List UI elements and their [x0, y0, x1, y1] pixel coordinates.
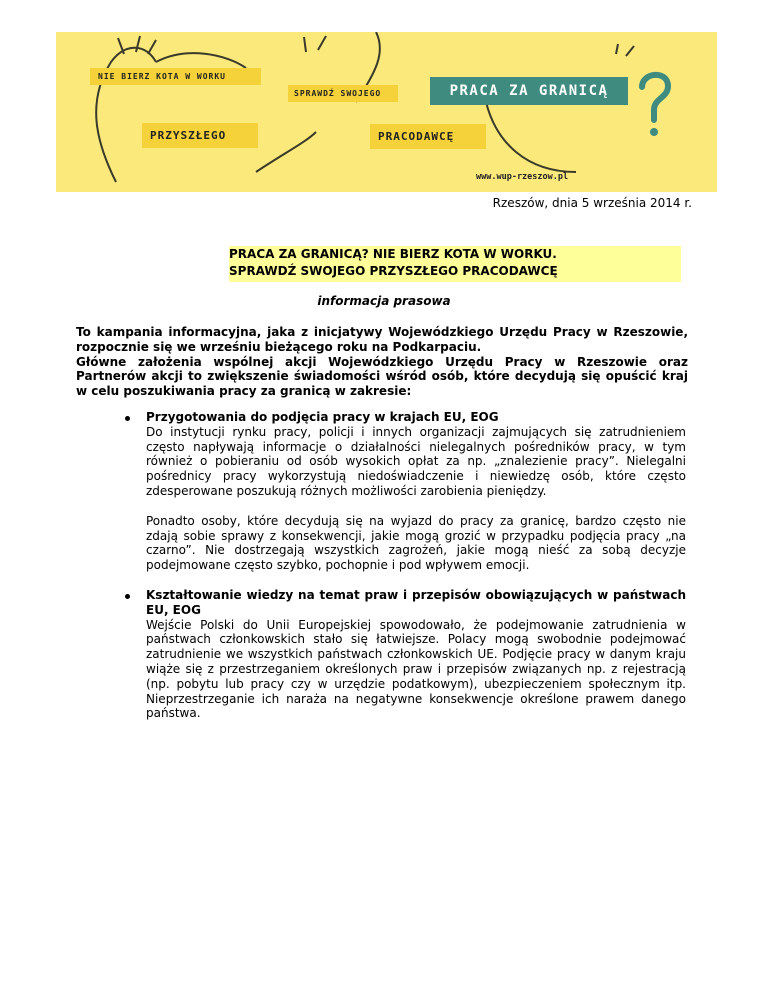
list-item: [146, 588, 686, 721]
cat-outline-right: [486, 102, 576, 172]
title-line-2: SPRAWDŹ SWOJEGO PRZYSZŁEGO PRACODAWCĘ: [229, 264, 558, 278]
bullet-text: Wejście Polski do Unii Europejskiej spowodowało, że podejmowanie zatrudnienia w państwach członkowskich stało się łatwiejsze. Polacy mogą swobodnie podejmować zatrudnienie we wszystkich państwach członkowskich UE. Podjęcie pracy w danym kraju wiąże się z przestrzeganiem określonych praw i przepisów związanych np. z rejestracją (np. pobytu lub pracy czy w urzędzie podatkowym), ubezpieczeniem społecznym itp. Nieprzestrzeganie ich naraża na negatywne konsekwencje określone prawem danego państwa.: [146, 617, 686, 721]
bullet-heading: Kształtowanie wiedzy na temat praw i przepisów obowiązujących w państwach EU, EOG: [146, 587, 686, 617]
cat-ear-middle: [304, 36, 326, 52]
document-subtitle: informacja prasowa: [317, 294, 451, 308]
bullet-list: [146, 410, 686, 721]
bullet-text-continued: Ponadto osoby, które decydują się na wyjazd do pracy za granicę, bardzo często nie zdają sobie sprawy z konsekwencji, jakie mogą grozić w przypadku podjęcia pracy „na czarno”. Nie dostrzegają wszystkich zagrożeń, jakie mogą nieść za sobą decyzje podejmowane często szybko, pochopnie i pod wpływem emocji.: [146, 513, 686, 573]
intro-paragraph-1: To kampania informacyjna, jaka z inicjatywy Wojewódzkiego Urzędu Pracy w Rzeszowie, rozpocznie się we wrześniu bieżącego roku na Podkarpaciu.: [76, 325, 688, 354]
question-mark-dot: [650, 128, 658, 136]
banner-tag-pracodawce: PRACODAWCĘ: [370, 124, 486, 149]
bullet-icon: [125, 594, 130, 599]
cat-outline-bottom: [256, 132, 316, 172]
banner-tag-nie-bierz-kota: NIE BIERZ KOTA W WORKU: [90, 68, 261, 85]
question-mark-icon: [642, 75, 668, 120]
cat-outline-top: [156, 53, 246, 68]
bullet-heading: Przygotowania do podjęcia pracy w krajach EU, EOG: [146, 410, 499, 424]
intro-paragraph-2: Główne założenia wspólnej akcji Wojewódzkiego Urzędu Pracy w Rzeszowie oraz Partnerów akcji to zwiększenie świadomości wśród osób, które decydują się opuścić kraj w celu poszukiwania pracy za granicą w zakresie:: [76, 354, 688, 399]
list-item: [146, 410, 686, 573]
cat-ear-left: [118, 36, 156, 54]
document-date: Rzeszów, dnia 5 września 2014 r.: [492, 196, 692, 210]
title-line-1: PRACA ZA GRANICĄ? NIE BIERZ KOTA W WORKU.: [229, 247, 557, 261]
banner-main-tag: PRACA ZA GRANICĄ: [430, 77, 628, 105]
banner-tag-sprawdz-swojego: SPRAWDŹ SWOJEGO: [288, 85, 398, 102]
banner-url: www.wup-rzeszow.pl: [476, 172, 569, 182]
intro-section: [76, 325, 688, 399]
header-banner: [56, 32, 717, 192]
document-title: [229, 246, 681, 282]
bullet-text: Do instytucji rynku pracy, policji i innych organizacji zajmujących się zatrudnieniem często napływają informacje o działalności nielegalnych pośredników pracy, w tym również o pobieraniu od osób wysokich opłat za np. „znalezienie pracy”. Nielegalni pośrednicy pracy wykorzystują niedoświadczenie i niewiedzę osób, które często zdesperowane poszukują różnych możliwości zarobienia pieniędzy.: [146, 424, 686, 498]
banner-cat-illustration: [56, 32, 717, 192]
banner-tag-przyszlego: PRZYSZŁEGO: [142, 123, 258, 148]
bullet-icon: [125, 416, 130, 421]
cat-ear-right: [616, 44, 634, 56]
